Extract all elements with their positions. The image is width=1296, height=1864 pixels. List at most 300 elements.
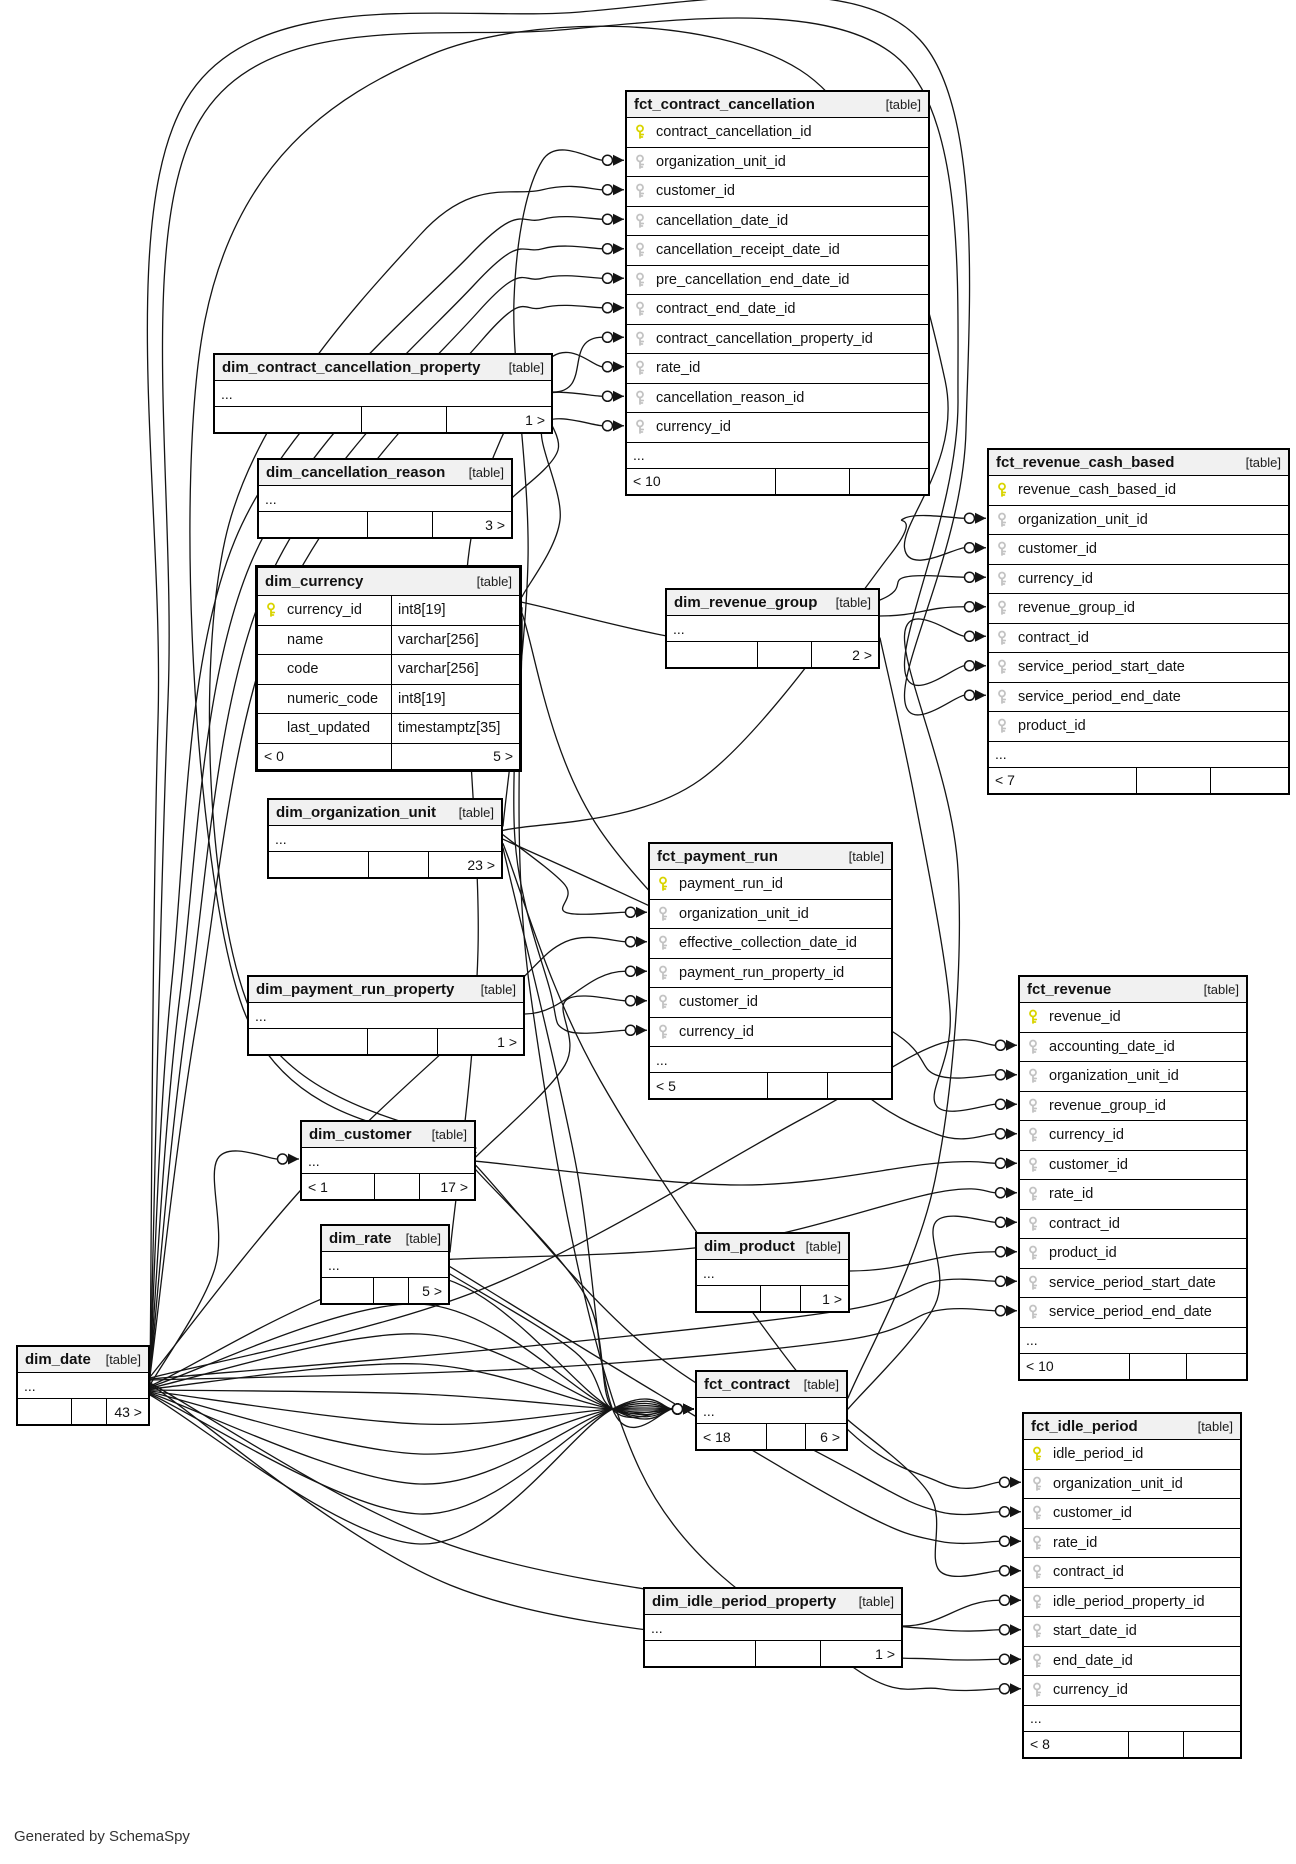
column-row-contract_cancellation_id [627,118,928,148]
column-row-idle_period_property_id [1024,1588,1240,1618]
foreign-key-icon [1027,1245,1040,1261]
column-row-cancellation_date_id [627,207,928,237]
column-row-customer_id [1024,1499,1240,1529]
column-name: organization_unit_id [1018,511,1148,528]
relationship-line [150,1151,278,1385]
foreign-key-icon [996,659,1009,675]
table-header[interactable] [269,800,501,826]
table-type-badge: [table] [803,1377,839,1392]
column-name: contract_id [1053,1564,1124,1581]
crowfoot-circle-icon [603,303,613,313]
foreign-key-icon [1031,1682,1044,1698]
children-count: 5 > [493,748,513,764]
column-name: organization_unit_id [1053,1475,1183,1492]
table-header[interactable] [697,1234,848,1260]
crowfoot-circle-icon [603,214,613,224]
primary-key-icon [1031,1446,1044,1462]
column-name: product_id [1049,1245,1117,1262]
table-header[interactable] [322,1226,448,1252]
primary-key-icon [634,124,647,140]
table-name[interactable]: fct_idle_period [1031,1418,1138,1435]
table-dim_rate[interactable] [320,1224,450,1305]
hidden-columns-ellipsis: ... [627,443,928,469]
column-row-currency_id [627,413,928,443]
footer-cell [374,1278,408,1303]
table-footer [269,852,501,877]
table-dim_revenue_group[interactable] [665,588,880,669]
foreign-key-icon [1027,1068,1040,1084]
table-dim_date[interactable] [16,1345,150,1426]
table-type-badge: [table] [885,97,921,112]
crowfoot-circle-icon [1000,1595,1010,1605]
children-count [850,469,928,494]
table-header[interactable] [645,1589,901,1615]
foreign-key-icon [996,630,1009,646]
footer-cell [368,512,433,537]
table-name[interactable]: dim_product [704,1238,795,1255]
footer-cell [362,407,447,432]
relationship-fct_contract-to-fct_idle_period-contract_id [848,1420,1021,1576]
hidden-columns-ellipsis: ... [697,1398,846,1424]
column-name: code [287,661,319,678]
column-row-customer_id [627,177,928,207]
arrowhead-icon [613,184,624,195]
arrowhead-icon [613,361,624,372]
foreign-key-icon [634,331,647,347]
foreign-key-icon [1031,1594,1044,1610]
table-name[interactable]: dim_contract_cancellation_property [222,359,481,376]
crowfoot-circle-icon [603,421,613,431]
crowfoot-circle-icon [965,572,975,582]
column-row-revenue_id [1020,1003,1246,1033]
primary-key-icon [265,602,278,618]
crowfoot-circle-icon [996,1217,1006,1227]
crowfoot-circle-icon [626,907,636,917]
crowfoot-circle-icon [1000,1566,1010,1576]
table-type-badge: [table] [1245,455,1281,470]
relationship-line [150,1393,673,1484]
table-header[interactable] [249,977,523,1003]
column-row-numeric_code [258,685,519,715]
parents-count [667,642,758,667]
crowfoot-circle-icon [626,937,636,947]
column-name: cancellation_reason_id [656,389,805,406]
column-row-product_id [1020,1239,1246,1269]
crowfoot-circle-icon [965,543,975,553]
table-type-badge: [table] [508,360,544,375]
table-fct_revenue[interactable] [1018,975,1248,1381]
column-name: last_updated [287,720,371,737]
column-row-service_period_start_date [989,653,1288,683]
table-fct_revenue_cash_based[interactable] [987,448,1290,795]
relationship-line [850,1252,996,1271]
arrowhead-icon [613,420,624,431]
table-header[interactable] [989,450,1288,476]
column-row-idle_period_id [1024,1440,1240,1470]
foreign-key-icon [657,1024,670,1040]
table-fct_idle_period[interactable] [1022,1412,1242,1759]
footer-cell [1137,768,1211,793]
table-dim_payment_run_property[interactable] [247,975,525,1056]
relationship-dim_date-to-fct_contract [150,1395,694,1544]
table-name[interactable]: dim_date [25,1351,91,1368]
column-name: rate_id [656,360,701,377]
crowfoot-circle-icon [603,185,613,195]
table-name[interactable]: fct_revenue [1027,981,1112,998]
table-footer [322,1278,448,1303]
column-row-contract_id [1024,1558,1240,1588]
column-row-revenue_cash_based_id [989,476,1288,506]
table-name[interactable]: dim_customer [309,1126,412,1143]
parents-count: < 10 [1020,1354,1130,1379]
column-name: organization_unit_id [679,905,809,922]
table-dim_customer[interactable] [300,1120,476,1201]
table-dim_currency[interactable] [255,565,522,772]
foreign-key-icon [657,994,670,1010]
column-name: customer_id [1049,1156,1128,1173]
arrowhead-icon [636,995,647,1006]
table-name[interactable]: dim_payment_run_property [256,981,455,998]
table-footer [645,1641,901,1666]
column-name: revenue_id [1049,1009,1121,1026]
table-header[interactable] [18,1347,148,1373]
arrowhead-icon [636,907,647,918]
hidden-columns-ellipsis: ... [259,486,511,512]
arrowhead-icon [613,332,624,343]
crowfoot-circle-icon [278,1154,288,1164]
column-name: contract_id [1049,1215,1120,1232]
table-fct_contract[interactable] [695,1370,848,1451]
column-row-name [258,626,519,656]
table-dim_contract_cancellation_property[interactable] [213,353,553,434]
table-name[interactable]: fct_revenue_cash_based [996,454,1175,471]
foreign-key-icon [1027,1186,1040,1202]
arrowhead-icon [975,660,986,671]
relationship-line [848,1216,996,1409]
parents-count: < 0 [258,744,392,769]
crowfoot-circle-icon [965,631,975,641]
arrowhead-icon [1006,1187,1017,1198]
column-name: rate_id [1049,1186,1094,1203]
foreign-key-icon [634,390,647,406]
crowfoot-circle-icon [965,661,975,671]
primary-key-icon [996,482,1009,498]
column-row-service_period_end_date [989,683,1288,713]
crowfoot-circle-icon [965,602,975,612]
table-name[interactable]: fct_payment_run [657,848,778,865]
column-row-currency_id [1020,1121,1246,1151]
column-type: int8[19] [391,596,519,625]
crowfoot-circle-icon [996,1188,1006,1198]
foreign-key-icon [1027,1304,1040,1320]
foreign-key-icon [1027,1275,1040,1291]
parents-count [215,407,362,432]
column-name: currency_id [656,419,731,436]
relationship-dim_currency-to-fct_idle_period-currency_id [519,619,1021,1695]
foreign-key-icon [657,935,670,951]
footer-cell [776,469,850,494]
crowfoot-circle-icon [996,1247,1006,1257]
hidden-columns-ellipsis: ... [249,1003,523,1029]
children-count: 1 > [497,1033,517,1050]
column-name: currency_id [1053,1682,1128,1699]
relationship-line [476,1166,1000,1515]
foreign-key-icon [634,213,647,229]
foreign-key-icon [1027,1216,1040,1232]
crowfoot-circle-icon [603,362,613,372]
table-name[interactable]: fct_contract_cancellation [634,96,815,113]
children-count: 3 > [485,516,505,533]
arrowhead-icon [1010,1624,1021,1635]
table-footer [18,1399,148,1424]
footer-cell [369,852,429,877]
table-type-badge: [table] [1197,1419,1233,1434]
table-type-badge: [table] [405,1231,441,1246]
table-footer [1020,1354,1246,1379]
table-type-badge: [table] [848,849,884,864]
column-type: timestamptz[35] [391,714,519,743]
column-name: organization_unit_id [1049,1068,1179,1085]
table-header[interactable] [1024,1414,1240,1440]
table-header[interactable] [302,1122,474,1148]
crowfoot-circle-icon [996,1306,1006,1316]
relationship-dim_revenue_group-to-fct_revenue_cash_based-revenue_group_id [880,601,986,616]
table-dim_idle_period_property[interactable] [643,1587,903,1668]
generator-credit: Generated by SchemaSpy [14,1828,190,1845]
arrowhead-icon [1006,1276,1017,1287]
relationship-dim_customer-to-fct_contract [476,1170,694,1417]
table-header[interactable] [667,590,878,616]
crowfoot-circle-icon [603,244,613,254]
column-row-rate_id [1024,1529,1240,1559]
column-row-product_id [989,712,1288,742]
crowfoot-circle-icon [965,513,975,523]
table-header[interactable] [258,568,519,596]
table-fct_payment_run[interactable] [648,842,893,1100]
foreign-key-icon [996,541,1009,557]
column-row-start_date_id [1024,1617,1240,1647]
foreign-key-icon [1031,1564,1044,1580]
column-row-revenue_group_id [989,594,1288,624]
parents-count [322,1278,374,1303]
column-row-organization_unit_id [627,148,928,178]
arrowhead-icon [1006,1305,1017,1316]
crowfoot-circle-icon [603,391,613,401]
foreign-key-icon [634,272,647,288]
parents-count [249,1029,368,1054]
table-dim_organization_unit[interactable] [267,798,503,879]
table-name[interactable]: dim_revenue_group [674,594,818,611]
crowfoot-circle-icon [996,1129,1006,1139]
arrowhead-icon [1010,1683,1021,1694]
table-header[interactable] [697,1372,846,1398]
arrowhead-icon [975,601,986,612]
foreign-key-icon [1031,1623,1044,1639]
crowfoot-circle-icon [1000,1684,1010,1694]
column-name: contract_id [1018,629,1089,646]
arrowhead-icon [975,513,986,524]
footer-cell [368,1029,438,1054]
arrowhead-icon [1006,1040,1017,1051]
relationship-line [150,1390,673,1410]
children-count [1187,1354,1246,1379]
foreign-key-icon [1031,1505,1044,1521]
relationship-dim_date-to-fct_contract [150,1364,694,1415]
column-name: currency_id [1018,570,1093,587]
relationship-line [903,1600,1000,1626]
hidden-columns-ellipsis: ... [215,381,551,407]
arrowhead-icon [613,214,624,225]
table-footer [258,744,519,769]
column-row-service_period_end_date [1020,1298,1246,1328]
crowfoot-circle-icon [996,1099,1006,1109]
column-name: customer_id [1018,541,1097,558]
children-count: 17 > [440,1178,468,1195]
table-header[interactable] [215,355,551,381]
table-name[interactable]: dim_idle_period_property [652,1593,837,1610]
table-header[interactable] [1020,977,1246,1003]
hidden-columns-ellipsis: ... [18,1373,148,1399]
table-dim_product[interactable] [695,1232,850,1313]
crowfoot-circle-icon [996,1070,1006,1080]
table-type-badge: [table] [458,805,494,820]
column-name: effective_collection_date_id [679,935,857,952]
column-name: customer_id [679,994,758,1011]
table-type-badge: [table] [1203,982,1239,997]
table-type-badge: [table] [468,465,504,480]
arrowhead-icon [1010,1477,1021,1488]
table-header[interactable] [259,460,511,486]
relationship-line [848,1420,1000,1576]
footer-cell [767,1424,806,1449]
table-type-badge: [table] [431,1127,467,1142]
footer-cell [756,1641,822,1666]
column-row-contract_end_date_id [627,295,928,325]
relationship-dim_organization_unit-to-fct_revenue_cash_based-organization_unit_id [503,513,986,831]
column-row-organization_unit_id [989,506,1288,536]
column-name: service_period_end_date [1018,688,1181,705]
relationship-dim_payment_run_property-to-fct_payment_run-payment_run_property_id [525,966,647,1014]
foreign-key-icon [1031,1653,1044,1669]
column-row-code [258,655,519,685]
table-name[interactable]: dim_organization_unit [276,804,437,821]
table-dim_cancellation_reason[interactable] [257,458,513,539]
arrowhead-icon [636,1025,647,1036]
hidden-columns-ellipsis: ... [269,826,501,852]
column-name: customer_id [656,183,735,200]
table-header[interactable] [627,92,928,118]
column-name: service_period_start_date [1049,1274,1216,1291]
arrowhead-icon [1010,1506,1021,1517]
children-count: 1 > [822,1290,842,1307]
arrowhead-icon [613,302,624,313]
relationship-fct_contract-to-fct_revenue-contract_id [848,1216,1017,1409]
relationship-line [476,1170,673,1417]
table-footer [215,407,551,432]
crowfoot-circle-icon [626,996,636,1006]
primary-key-icon [657,876,670,892]
crowfoot-circle-icon [626,966,636,976]
arrowhead-icon [975,690,986,701]
column-row-cancellation_receipt_date_id [627,236,928,266]
table-footer [989,768,1288,793]
footer-cell [1130,1354,1187,1379]
column-name: customer_id [1053,1505,1132,1522]
table-fct_contract_cancellation[interactable] [625,90,930,496]
children-count [1184,1732,1241,1757]
table-type-badge: [table] [476,574,512,589]
table-type-badge: [table] [858,1594,894,1609]
arrowhead-icon [975,542,986,553]
parents-count: < 10 [627,469,776,494]
table-type-badge: [table] [105,1352,141,1367]
foreign-key-icon [1031,1535,1044,1551]
foreign-key-icon [634,183,647,199]
arrowhead-icon [1006,1069,1017,1080]
table-footer [697,1424,846,1449]
column-row-customer_id [650,988,891,1018]
arrowhead-icon [613,243,624,254]
parents-count: < 7 [989,768,1137,793]
column-name: service_period_start_date [1018,659,1185,676]
column-name: cancellation_date_id [656,212,789,229]
table-name[interactable]: fct_contract [704,1376,790,1393]
foreign-key-icon [1027,1098,1040,1114]
foreign-key-icon [996,512,1009,528]
parents-count [697,1286,761,1311]
footer-cell [72,1399,107,1424]
column-name: start_date_id [1053,1623,1137,1640]
crowfoot-circle-icon [603,155,613,165]
hidden-columns-ellipsis: ... [1020,1328,1246,1354]
relationship-line [525,971,626,1014]
crowfoot-circle-icon [1000,1654,1010,1664]
table-type-badge: [table] [480,982,516,997]
arrowhead-icon [613,273,624,284]
table-footer [627,469,928,494]
crowfoot-circle-icon [626,1025,636,1035]
table-name[interactable]: dim_rate [329,1230,392,1247]
table-name[interactable]: dim_cancellation_reason [266,464,446,481]
children-count [1211,768,1288,793]
hidden-columns-ellipsis: ... [697,1260,848,1286]
crowfoot-circle-icon [603,332,613,342]
column-name: contract_end_date_id [656,301,796,318]
column-row-revenue_group_id [1020,1092,1246,1122]
table-name[interactable]: dim_currency [265,573,364,590]
parents-count [18,1399,72,1424]
column-name: payment_run_id [679,876,783,893]
column-name: pre_cancellation_end_date_id [656,271,850,288]
relationship-line [503,516,965,831]
hidden-columns-ellipsis: ... [645,1615,901,1641]
column-name: revenue_group_id [1049,1097,1166,1114]
arrowhead-icon [1006,1217,1017,1228]
column-row-pre_cancellation_end_date_id [627,266,928,296]
column-row-rate_id [627,354,928,384]
arrowhead-icon [1006,1246,1017,1257]
foreign-key-icon [634,242,647,258]
column-name: revenue_group_id [1018,600,1135,617]
column-name: organization_unit_id [656,153,786,170]
table-header[interactable] [650,844,891,870]
hidden-columns-ellipsis: ... [1024,1706,1240,1732]
column-name: idle_period_property_id [1053,1593,1205,1610]
column-name: currency_id [287,602,362,619]
foreign-key-icon [1031,1476,1044,1492]
parents-count [259,512,368,537]
column-row-accounting_date_id [1020,1033,1246,1063]
